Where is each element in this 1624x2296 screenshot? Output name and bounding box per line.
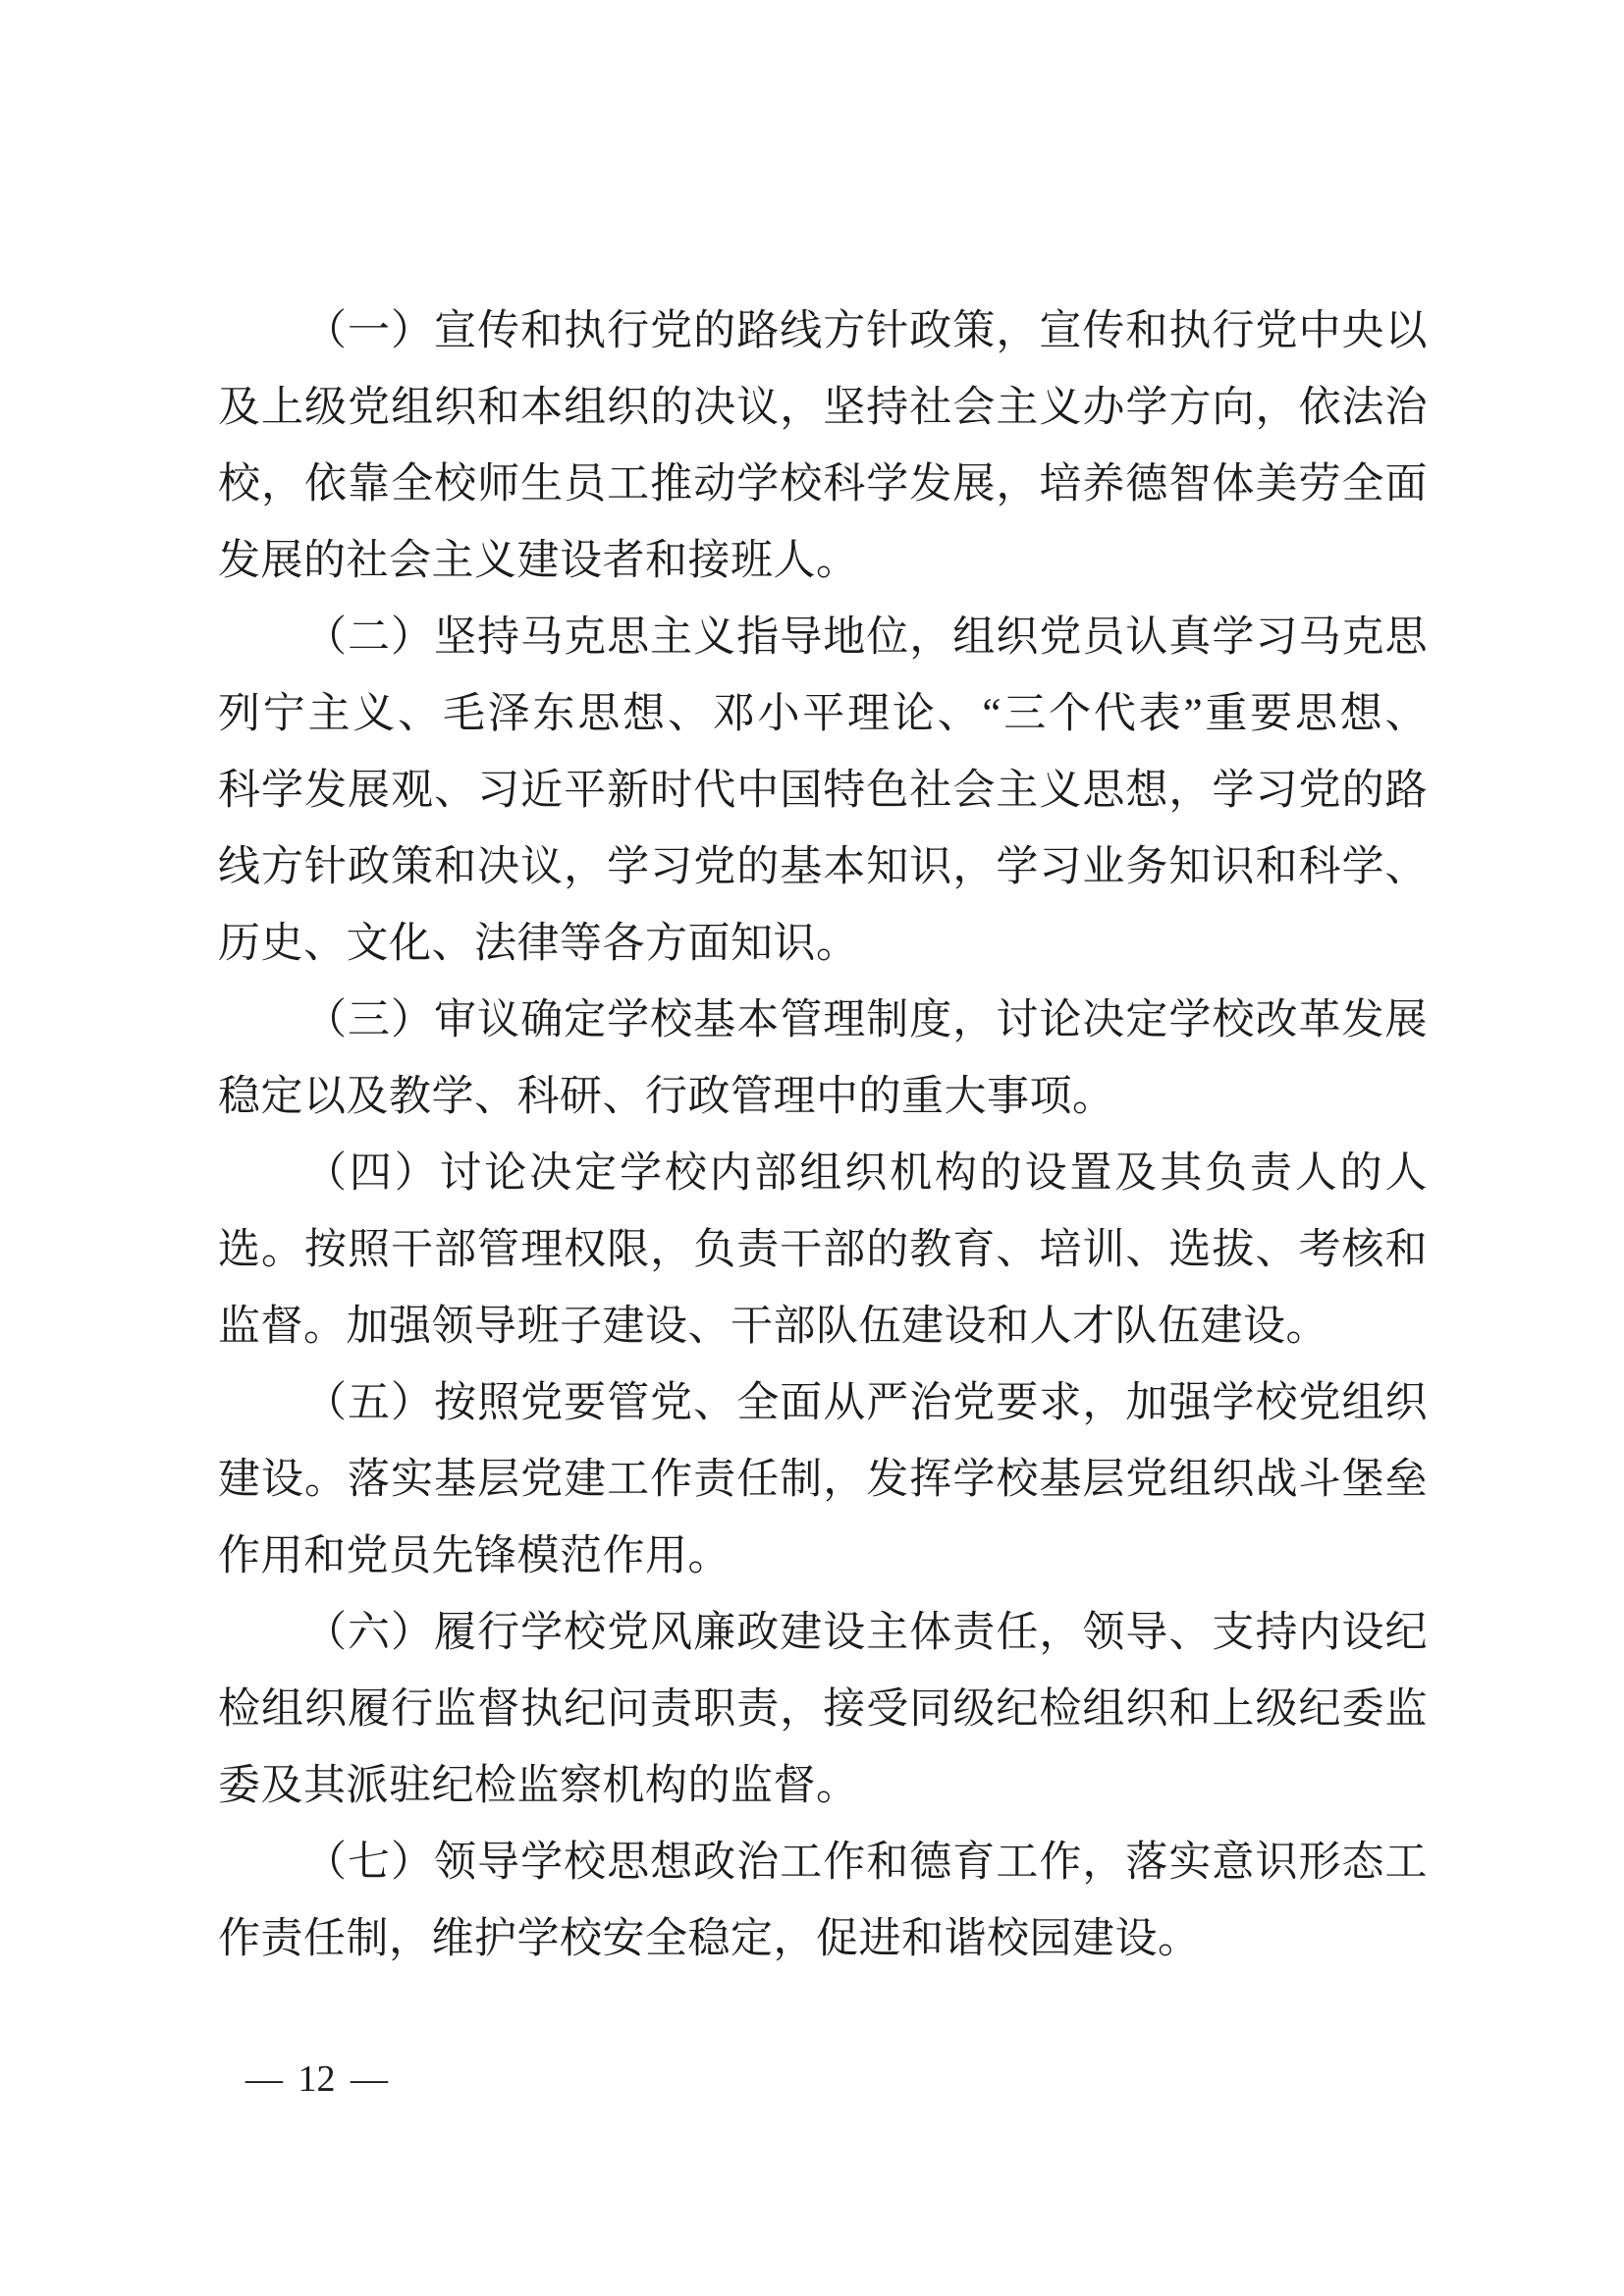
text-line: 作责任制，维护学校安全稳定，促进和谐校园建设。 — [218, 1916, 1201, 1962]
text-line: （二）坚持马克思主义指导地位，组织党员认真学习马克思 — [304, 614, 1428, 661]
page-footer — [245, 2057, 388, 2101]
text-line: 检组织履行监督执纪问责职责，接受同级纪检组织和上级纪委监 — [218, 1686, 1428, 1733]
text-line: （五）按照党要管党、全面从严治党要求，加强学校党组织 — [304, 1380, 1428, 1426]
text-line: （四）讨论决定学校内部组织机构的设置及其负责人的人 — [304, 1150, 1428, 1197]
text-line: 校，依靠全校师生员工推动学校科学发展，培养德智体美劳全面 — [218, 461, 1428, 507]
text-line: （一）宣传和执行党的路线方针政策，宣传和执行党中央以 — [304, 308, 1428, 354]
text-line: 监督。加强领导班子建设、干部队伍建设和人才队伍建设。 — [218, 1304, 1328, 1350]
text-line: 列宁主义、毛泽东思想、邓小平理论、“三个代表”重要思想、 — [218, 691, 1428, 737]
text-line: 历史、文化、法律等各方面知识。 — [218, 921, 859, 967]
text-line: （三）审议确定学校基本管理制度，讨论决定学校改革发展 — [304, 997, 1428, 1043]
text-line: 委及其派驻纪检监察机构的监督。 — [218, 1763, 859, 1809]
text-line: 科学发展观、习近平新时代中国特色社会主义思想，学习党的路 — [218, 768, 1428, 814]
text-line: 发展的社会主义建设者和接班人。 — [218, 538, 859, 584]
text-line: （六）履行学校党风廉政建设主体责任，领导、支持内设纪 — [304, 1610, 1428, 1656]
text-line: 及上级党组织和本组织的决议，坚持社会主义办学方向，依法治 — [218, 385, 1428, 431]
text-line: 稳定以及教学、科研、行政管理中的重大事项。 — [218, 1074, 1115, 1120]
text-line: 线方针政策和决议，学习党的基本知识，学习业务知识和科学、 — [218, 844, 1428, 890]
text-line: 作用和党员先锋模范作用。 — [218, 1533, 731, 1579]
text-line: 建设。落实基层党建工作责任制，发挥学校基层党组织战斗堡垒 — [218, 1457, 1428, 1503]
text-line: 选。按照干部管理权限，负责干部的教育、培训、选拔、考核和 — [218, 1227, 1428, 1273]
page-number: — 12 — — [245, 2058, 388, 2100]
text-line: （七）领导学校思想政治工作和德育工作，落实意识形态工 — [304, 1840, 1428, 1886]
document-body — [218, 294, 1428, 1978]
